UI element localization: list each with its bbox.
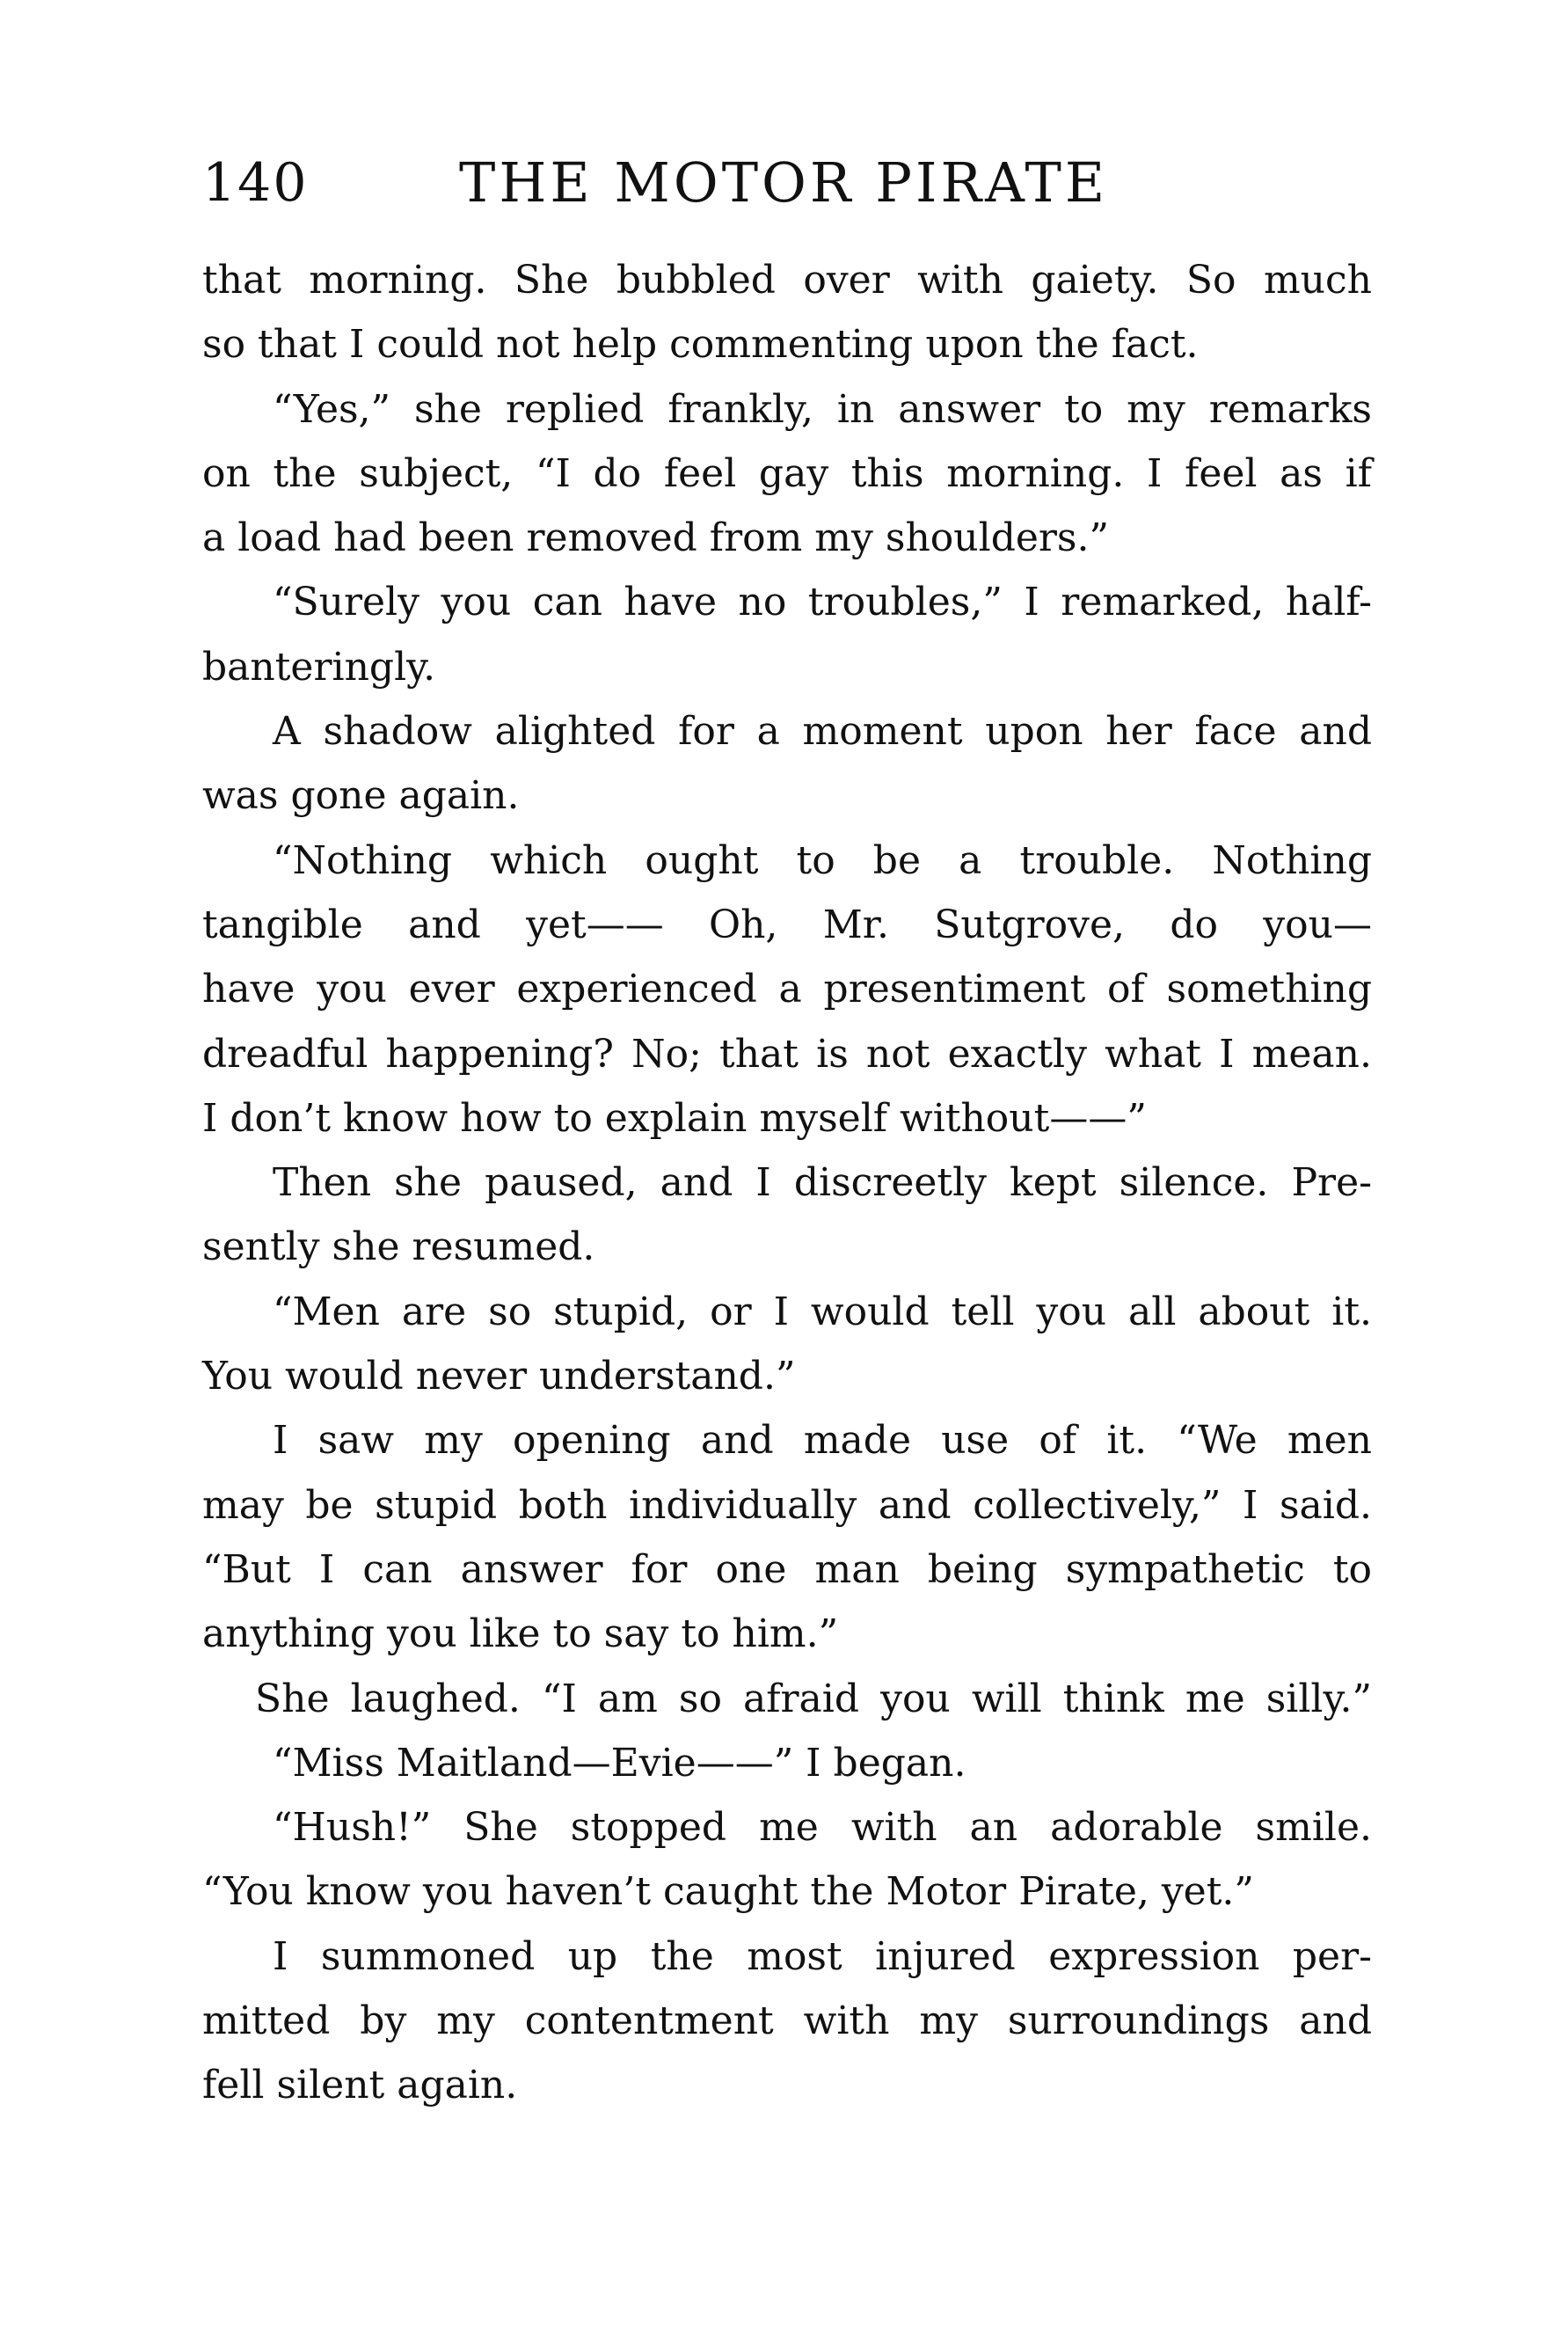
text-line: I don’t know how to explain myself without——”: [202, 1095, 1147, 1141]
body-text: [202, 248, 1372, 2118]
text-line: “Nothing which ought to be a trouble. Nothing: [273, 837, 1372, 883]
text-line: a load had been removed from my shoulders.”: [202, 515, 1109, 561]
text-line: dreadful happening? No; that is not exactly what I mean.: [202, 1031, 1372, 1077]
text-line: “Hush!” She stopped me with an adorable smile.: [273, 1805, 1372, 1851]
text-line: “Men are so stupid, or I would tell you all about it.: [273, 1289, 1372, 1334]
text-line: on the subject, “I do feel gay this morning. I feel as if: [202, 450, 1372, 496]
text-line: “You know you haven’t caught the Motor Pirate, yet.”: [202, 1869, 1254, 1915]
text-line: sently she resumed.: [202, 1224, 595, 1270]
text-line: was gone again.: [202, 773, 520, 819]
text-line: that morning. She bubbled over with gaiety. So much: [202, 258, 1372, 303]
text-line: “Miss Maitland—Evie——” I began.: [273, 1740, 966, 1786]
text-line: “Yes,” she replied frankly, in answer to my remarks: [273, 386, 1372, 432]
text-line: A shadow alighted for a moment upon her face and: [273, 709, 1372, 755]
text-line: “Surely you can have no troubles,” I remarked, half-: [273, 580, 1372, 625]
text-line: banteringly.: [202, 644, 436, 690]
text-line: so that I could not help commenting upon the fact.: [202, 322, 1199, 368]
text-line: have you ever experienced a presentiment of something: [202, 967, 1372, 1012]
page-number: 140: [202, 152, 309, 214]
text-line: I saw my opening and made use of it. “We men: [273, 1418, 1372, 1464]
text-line: tangible and yet—— Oh, Mr. Sutgrove, do you—: [202, 902, 1372, 947]
text-line: may be stupid both individually and collectively,” I said.: [202, 1482, 1372, 1528]
text-line: fell silent again.: [202, 2063, 518, 2108]
text-line: Then she paused, and I discreetly kept silence. Pre-: [273, 1160, 1372, 1206]
text-line: She laughed. “I am so afraid you will think me silly.”: [255, 1676, 1372, 1721]
text-line: You would never understand.”: [202, 1354, 796, 1399]
text-line: mitted by my contentment with my surroundings and: [202, 1998, 1372, 2044]
running-title: THE MOTOR PIRATE: [459, 150, 1109, 215]
running-head: [202, 148, 1372, 218]
text-line: “But I can answer for one man being sympathetic to: [202, 1546, 1372, 1592]
text-line: I summoned up the most injured expression per-: [273, 1933, 1372, 1979]
text-line: anything you like to say to him.”: [202, 1611, 839, 1657]
